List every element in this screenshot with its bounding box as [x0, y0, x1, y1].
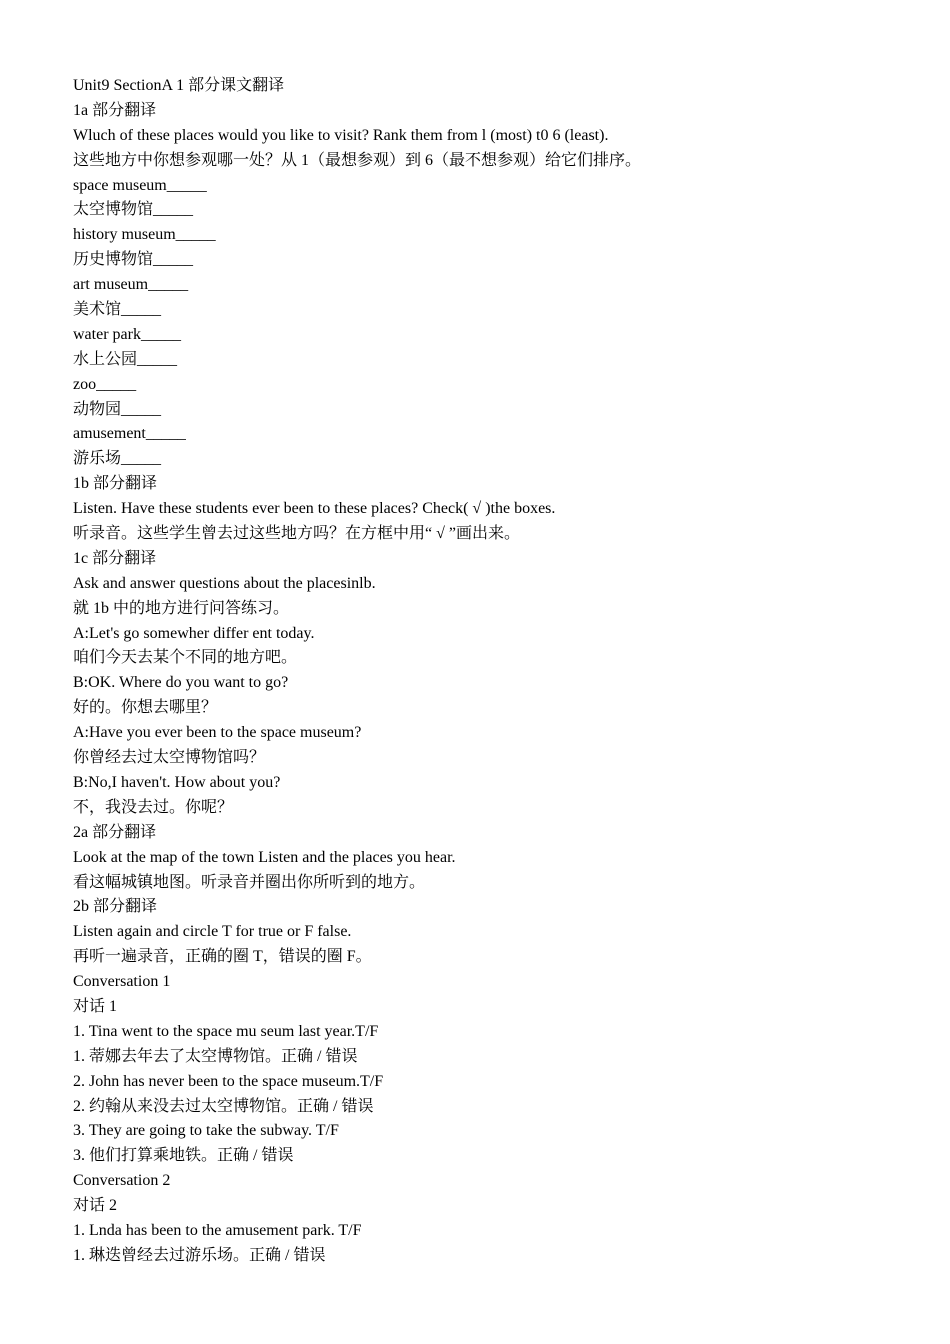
document-body [73, 74, 893, 1269]
text-line: 水上公园_____ [73, 350, 178, 368]
text-line: 你曾经去过太空博物馆吗？ [73, 749, 266, 767]
document-title: Unit9 SectionA 1 部分课文翻译 [73, 77, 285, 94]
text-line: 1. 琳迭曾经去过游乐场。正确 / 错误 [73, 1246, 326, 1264]
section-heading-2a: 2a 部分翻译 [73, 823, 157, 841]
text-line: 2. 约翰从来没去过太空博物馆。正确 / 错误 [73, 1097, 374, 1115]
text-line: zoo_____ [73, 375, 137, 393]
text-line: 好的。你想去哪里？ [73, 699, 218, 717]
text-line: 3. 他们打算乘地铁。正确 / 错误 [73, 1147, 294, 1165]
text-line: Look at the map of the town Listen and the places you hear. [73, 848, 456, 866]
text-line: 太空博物馆_____ [73, 201, 194, 219]
conversation-heading-1-zh: 对话 1 [73, 997, 118, 1015]
text-line: 1. 蒂娜去年去了太空博物馆。正确 / 错误 [73, 1047, 358, 1065]
text-line: 不，我没去过。你呢？ [73, 798, 234, 816]
text-line: 1. Tina went to the space mu seum last year.T/F [73, 1022, 379, 1040]
text-line: 历史博物馆_____ [73, 251, 194, 269]
text-line: history museum_____ [73, 226, 216, 244]
text-line: 2. John has never been to the space museum.T/F [73, 1072, 384, 1090]
text-line: 游乐场_____ [73, 450, 162, 468]
section-heading-1a: 1a 部分翻译 [73, 101, 157, 119]
text-line: 听录音。这些学生曾去过这些地方吗？在方框中用“ √ ”画出来。 [73, 525, 520, 543]
text-line: 动物园_____ [73, 400, 162, 418]
text-line: A:Let's go somewher differ ent today. [73, 624, 315, 642]
text-line: A:Have you ever been to the space museum? [73, 724, 362, 742]
section-heading-1c: 1c 部分翻译 [73, 549, 157, 567]
text-line: B:No,I haven't. How about you? [73, 773, 281, 791]
text-line: 看这幅城镇地图。听录音并圈出你所听到的地方。 [73, 873, 426, 891]
section-heading-2b: 2b 部分翻译 [73, 898, 158, 916]
text-line: B:OK. Where do you want to go? [73, 674, 289, 692]
text-line: Listen again and circle T for true or F false. [73, 923, 352, 941]
text-line: Listen. Have these students ever been to these places? Check( √ )the boxes. [73, 500, 556, 518]
section-heading-1b: 1b 部分翻译 [73, 475, 158, 493]
text-line: 再听一遍录音，正确的圈 T，错误的圈 F。 [73, 948, 372, 966]
text-line: Ask and answer questions about the placesinlb. [73, 574, 376, 592]
text-line: water park_____ [73, 325, 181, 343]
text-line: 咱们今天去某个不同的地方吧。 [73, 649, 298, 667]
text-line: art museum_____ [73, 276, 189, 294]
text-line: 3. They are going to take the subway. T/F [73, 1122, 339, 1140]
text-line: space museum_____ [73, 176, 207, 194]
text-line: amusement_____ [73, 425, 186, 443]
text-line: 美术馆_____ [73, 301, 162, 319]
text-line: 就 1b 中的地方进行问答练习。 [73, 599, 290, 617]
text-line: 这些地方中你想参观哪一处？从 1（最想参观）到 6（最不想参观）给它们排序。 [73, 151, 642, 169]
conversation-heading-2: Conversation 2 [73, 1172, 171, 1190]
conversation-heading-2-zh: 对话 2 [73, 1197, 118, 1215]
conversation-heading-1: Conversation 1 [73, 973, 171, 991]
text-line: Wluch of these places would you like to visit? Rank them from l (most) t0 6 (least). [73, 126, 609, 144]
text-line: 1. Lnda has been to the amusement park. T/F [73, 1221, 362, 1239]
